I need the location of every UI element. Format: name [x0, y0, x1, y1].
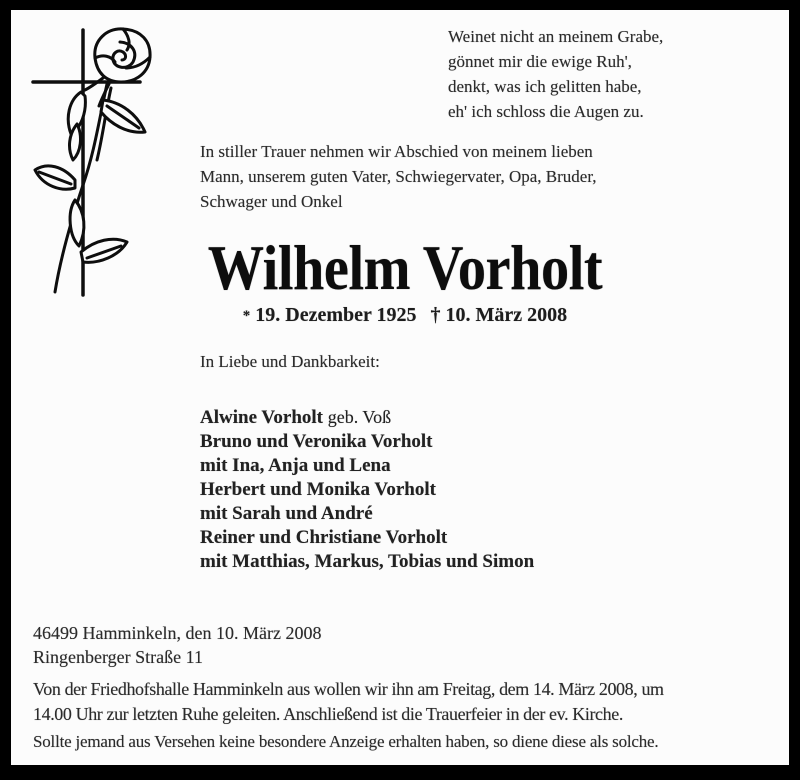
- death-cross-symbol: †: [430, 304, 441, 326]
- address-block: [33, 621, 321, 669]
- funeral-info: [33, 677, 664, 727]
- poem: [448, 24, 663, 124]
- birth-star-symbol: *: [242, 308, 251, 324]
- deceased-header: [155, 232, 655, 327]
- intro-line: Mann, unserem guten Vater, Schwiegervater, Opa, Bruder,: [200, 167, 597, 186]
- poem-line: Weinet nicht an meinem Grabe,: [448, 27, 664, 46]
- deceased-name: Wilhelm Vorholt: [207, 232, 603, 303]
- mourner-line: Reiner und Christiane Vorholt: [200, 527, 448, 548]
- place-date-line: 46499 Hamminkeln, den 10. März 2008: [33, 623, 322, 643]
- poem-line: gönnet mir die ewige Ruh',: [448, 52, 632, 71]
- funeral-line: 14.00 Uhr zur letzten Ruhe geleiten. Anschließend ist die Trauerfeier in der ev. Kirche.: [33, 704, 623, 724]
- death-date: 10. März 2008: [445, 304, 568, 326]
- mourner-line: mit Ina, Anja und Lena: [200, 455, 391, 476]
- intro-line: Schwager und Onkel: [200, 192, 343, 211]
- intro-text: [200, 139, 597, 214]
- mourner-line: Bruno und Veronika Vorholt: [200, 431, 433, 452]
- poem-line: eh' ich schloss die Augen zu.: [448, 102, 644, 121]
- birth-date: 19. Dezember 1925: [255, 304, 417, 326]
- mourner-line: mit Sarah und André: [200, 503, 373, 524]
- intro-line: In stiller Trauer nehmen wir Abschied von meinem lieben: [200, 142, 593, 161]
- funeral-line: Von der Friedhofshalle Hamminkeln aus wollen wir ihn am Freitag, dem 14. März 2008, um: [33, 679, 664, 699]
- mourner-line: [200, 405, 534, 430]
- mourner-line: mit Matthias, Markus, Tobias und Simon: [200, 551, 535, 572]
- closing-note: Sollte jemand aus Versehen keine besondere Anzeige erhalten haben, so diene diese als solche.: [33, 732, 659, 751]
- mourner-name: Alwine Vorholt: [200, 407, 323, 428]
- notice-paper: [11, 10, 789, 765]
- salutation: In Liebe und Dankbarkeit:: [200, 352, 380, 371]
- poem-line: denkt, was ich gelitten habe,: [448, 77, 642, 96]
- mourners-list: [200, 405, 534, 574]
- mourner-line: Herbert und Monika Vorholt: [200, 479, 436, 500]
- street-line: Ringenberger Straße 11: [33, 647, 203, 667]
- life-dates: [155, 304, 655, 327]
- maiden-name: geb. Voß: [327, 407, 392, 427]
- cross-rose-icon: [25, 20, 161, 300]
